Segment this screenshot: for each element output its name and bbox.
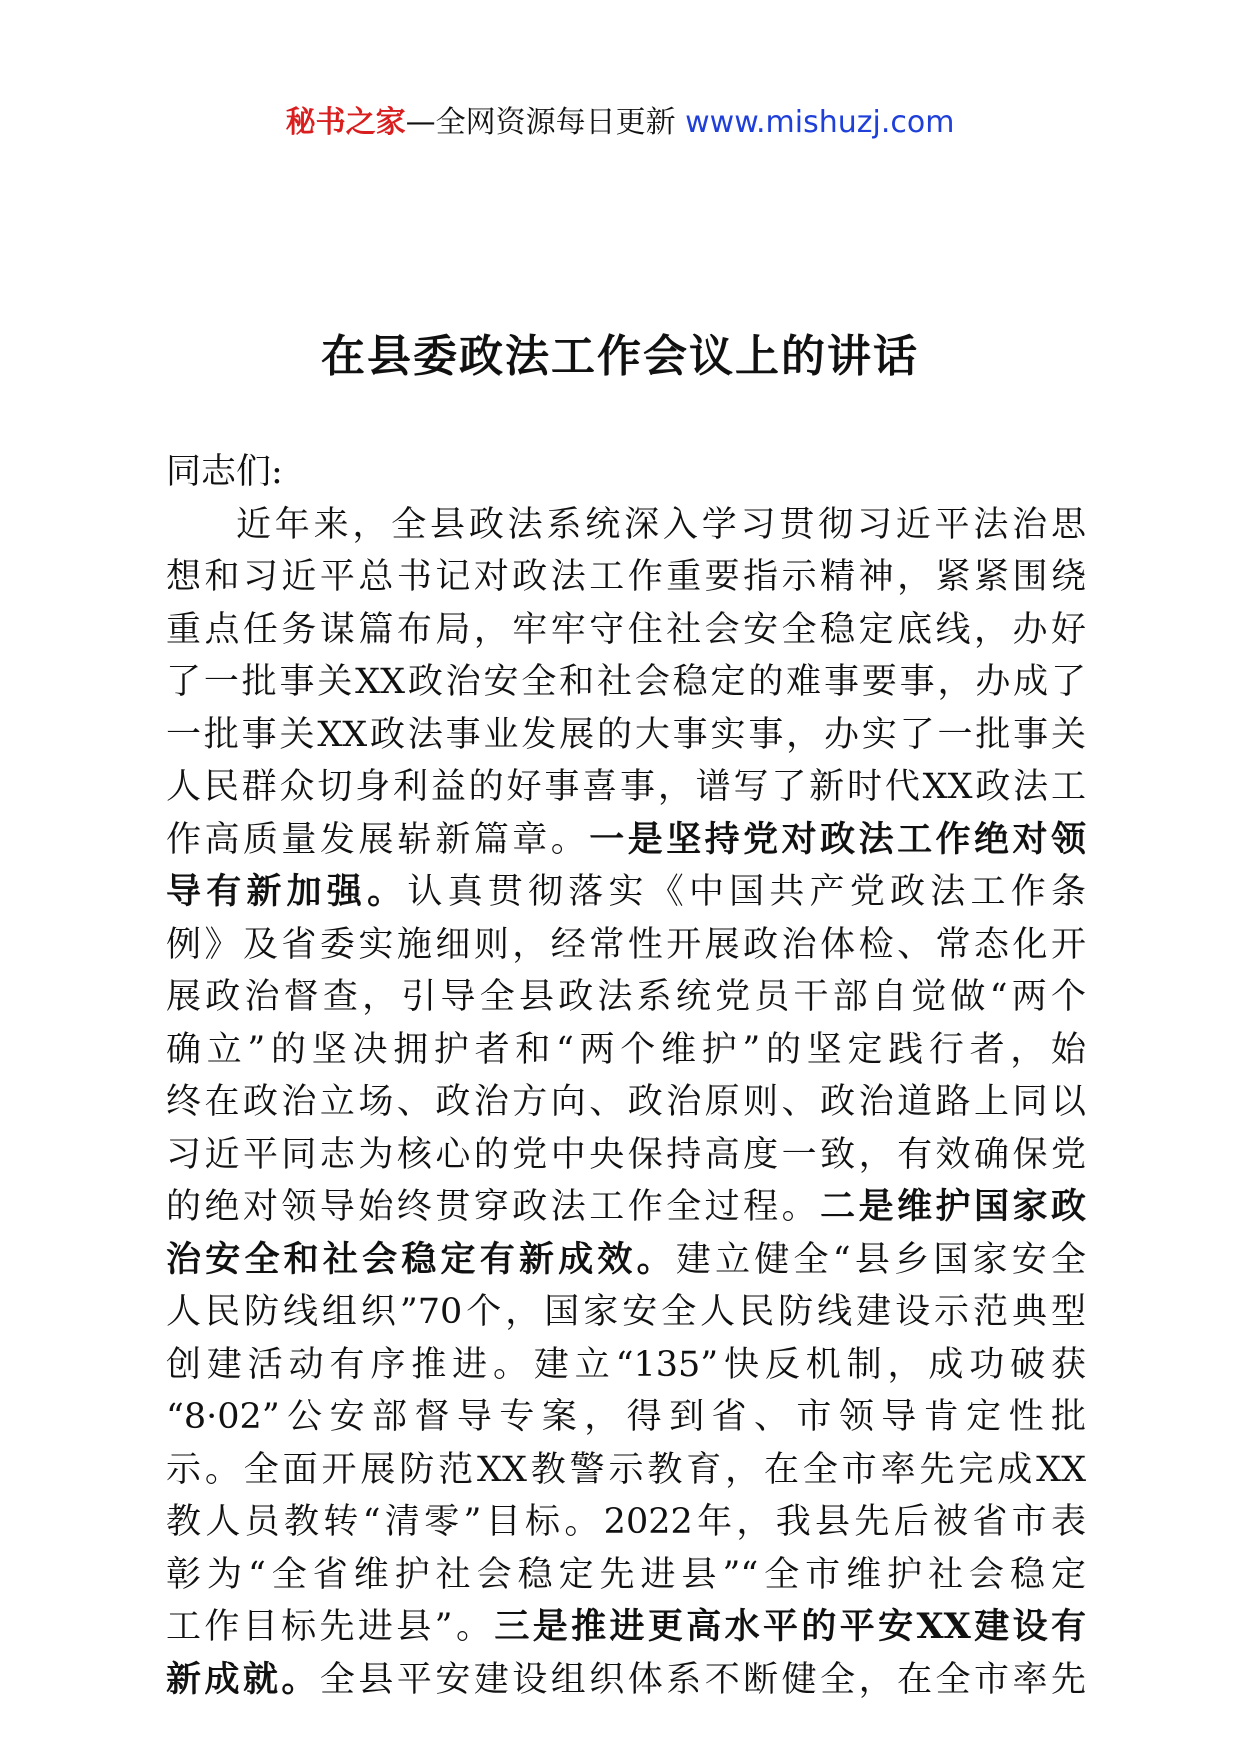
body-text: 教人员教转“清零”目标。2022年，我县先后被省市表 [166,1502,1086,1542]
salutation: 同志们: [166,452,283,492]
body-text: 建立健全“县乡国家安全 [675,1239,1086,1280]
body-text: “8·02”公安部督导专案，得到省、市领导肯定性批 [166,1397,1086,1437]
body-text: 创建活动有序推进。建立“135”快反机制，成功破获 [166,1344,1086,1385]
body-text: 认真贯彻落实《中国共产党政法工作条 [407,872,1086,912]
text-line [166,709,1086,762]
body-text: 工作目标先进县”。 [166,1607,495,1647]
body-text: 示。全面开展防范XX教警示教育，在全市率先完成XX [166,1449,1086,1490]
text-line [166,1444,1086,1497]
document-title: 在县委政法工作会议上的讲话 [321,331,919,382]
text-line [166,1654,1086,1707]
bold-heading-text: 一是坚持党对政法工作绝对领 [589,818,1086,860]
text-line [166,499,1086,552]
text-line [166,1181,1086,1234]
bold-heading-text: 治安全和社会稳定有新成效。 [166,1238,676,1280]
body-text: 近年来，全县政法系统深入学习贯彻习近平法治思 [236,504,1086,545]
text-line [166,919,1086,972]
text-line [166,1339,1086,1392]
text-line [166,1549,1086,1602]
text-line [166,971,1086,1024]
body-text: 人民群众切身利益的好事喜事，谱写了新时代XX政法工 [166,767,1086,807]
body-text: 一批事关XX政法事业发展的大事实事，办实了一批事关 [166,714,1086,755]
body-text: 确立”的坚决拥护者和“两个维护”的坚定践行者，始 [166,1029,1086,1070]
body-text: 例》及省委实施细则，经常性开展政治体检、常态化开 [166,924,1086,965]
body-text: 习近平同志为核心的党中央保持高度一致，有效确保党 [166,1134,1086,1175]
site-url-link[interactable]: www.mishuzj.com [685,105,955,140]
text-line [166,1024,1086,1077]
text-line [166,761,1086,814]
text-line [166,1391,1086,1444]
body-text: 展政治督查，引导全县政法系统党员干部自觉做“两个 [166,977,1086,1017]
bold-heading-text: 三是推进更高水平的平安XX建设有 [494,1606,1086,1647]
document-body [166,446,1086,1706]
text-line [166,1076,1086,1129]
body-text: 全县平安建设组织体系不断健全，在全市率先 [319,1659,1086,1700]
text-line [166,1601,1086,1654]
text-line [166,551,1086,604]
body-text: 的绝对领导始终贯穿政法工作全过程。 [166,1187,821,1227]
site-tagline: —全网资源每日更新 [405,105,686,140]
text-line [166,1129,1086,1182]
text-line [166,656,1086,709]
text-line [166,866,1086,919]
bold-heading-text: 导有新加强。 [166,871,408,912]
body-text: 彰为“全省维护社会稳定先进县”“全市维护社会稳定 [166,1554,1086,1595]
paragraph [166,499,1086,1707]
body-text: 了一批事关XX政治安全和社会稳定的难事要事，办成了 [166,662,1086,702]
site-brand: 秘书之家 [285,105,406,140]
body-text: 想和习近平总书记对政法工作重要指示精神，紧紧围绕 [166,557,1086,597]
body-text: 终在政治立场、政治方向、政治原则、政治道路上同以 [166,1082,1086,1122]
bold-heading-text: 二是维护国家政 [820,1186,1086,1227]
body-text: 重点任务谋篇布局，牢牢守住社会安全稳定底线，办好 [166,609,1086,650]
text-line [166,814,1086,867]
text-line [166,1496,1086,1549]
text-line [166,604,1086,657]
text-line [166,1234,1086,1287]
body-text: 人民防线组织”70个，国家安全人民防线建设示范典型 [166,1292,1086,1332]
text-line [166,1286,1086,1339]
bold-heading-text: 新成就。 [166,1658,320,1700]
site-header [0,98,1240,148]
body-text: 作高质量发展崭新篇章。 [166,819,590,860]
